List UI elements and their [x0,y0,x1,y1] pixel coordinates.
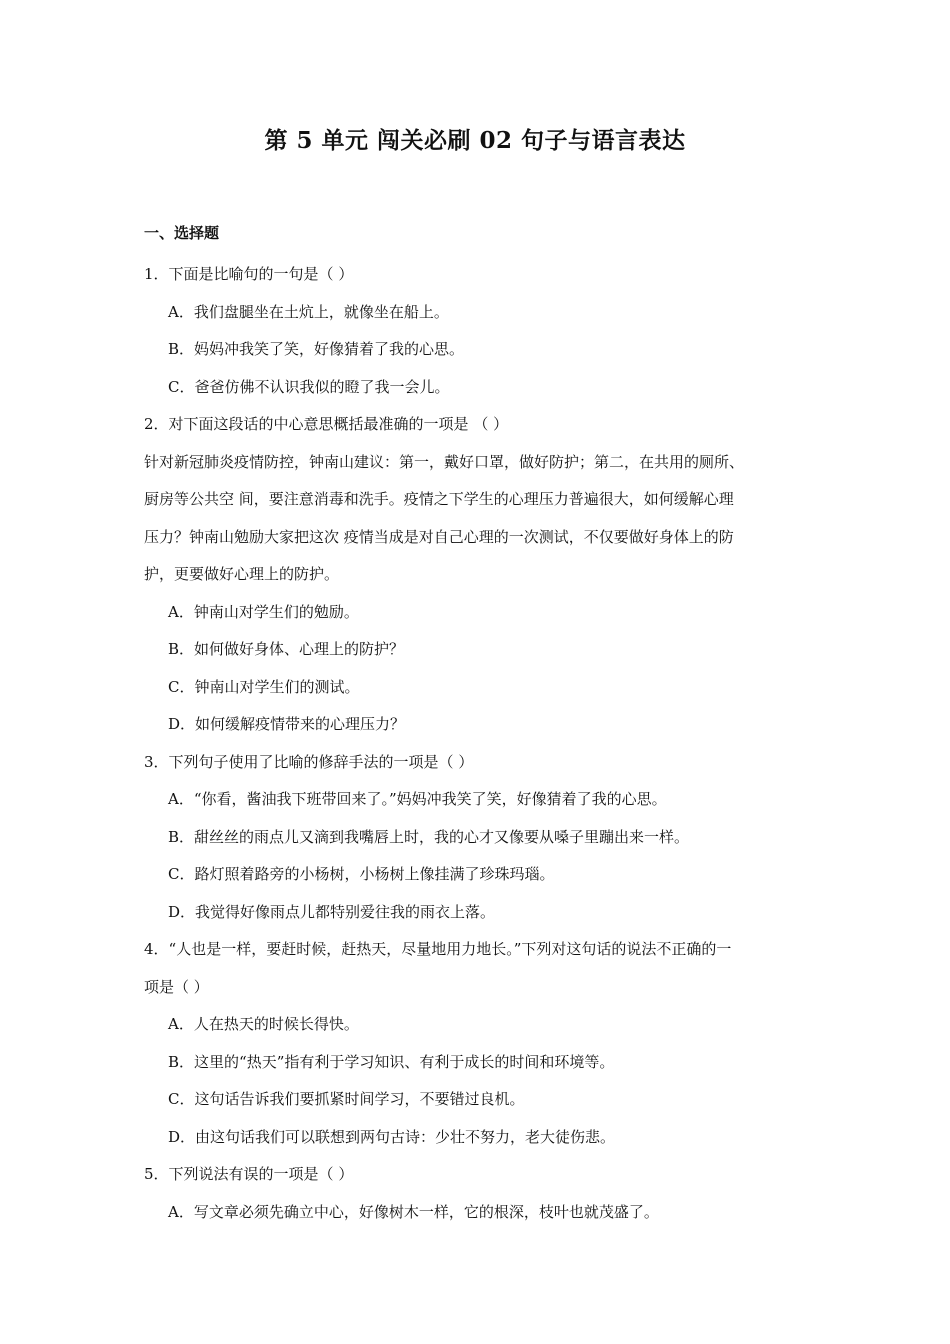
question-stem: 1．下面是比喻句的一句是（ ） [144,265,354,283]
option-a: A．我们盘腿坐在土炕上，就像坐在船上。 [168,302,449,321]
option-a: A．写文章必须先确立中心，好像树木一样，它的根深，枝叶也就茂盛了。 [168,1202,659,1221]
passage-line: 压力？钟南山勉励大家把这次 疫情当成是对自己心理的一次测试，不仅要做好身体上的防 [144,527,734,546]
question-stem-line: 4．“人也是一样，要赶时候，赶热天，尽量地用力地长。”下列对这句话的说法不正确的一 [144,940,732,958]
option-c: C．爸爸仿佛不认识我似的瞪了我一会儿。 [168,377,450,396]
option-d: D．由这句话我们可以联想到两句古诗：少壮不努力，老大徒伤悲。 [168,1127,616,1146]
question-4 [144,931,808,1156]
option-d: D．我觉得好像雨点儿都特别爱往我的雨衣上落。 [168,902,496,921]
passage-line: 厨房等公共空 间，要注意消毒和洗手。疫情之下学生的心理压力普遍很大，如何缓解心理 [144,490,734,508]
page-title: 第 5 单元 闯关必刷 02 句子与语言表达 [264,127,686,154]
question-stem: 3．下列句子使用了比喻的修辞手法的一项是（ ） [144,752,474,771]
option-d: D．如何缓解疫情带来的心理压力？ [168,715,406,733]
option-b: B．这里的“热天”指有利于学习知识、有利于成长的时间和环境等。 [168,1052,615,1071]
passage-line: 护，更要做好心理上的防护。 [144,565,340,583]
question-5 [144,1156,808,1231]
option-a: A．钟南山对学生们的勉励。 [168,602,359,621]
option-b: B．甜丝丝的雨点儿又滴到我嘴唇上时，我的心才又像要从嗓子里蹦出来一样。 [168,827,690,846]
question-stem: 5．下列说法有误的一项是（ ） [144,1165,354,1183]
option-c: C．路灯照着路旁的小杨树，小杨树上像挂满了珍珠玛瑙。 [168,865,555,883]
question-stem: 2．对下面这段话的中心意思概括最准确的一项是 （ ） [144,415,509,433]
question-passage [144,444,808,594]
option-a: A．人在热天的时候长得快。 [168,1015,359,1033]
option-b: B．妈妈冲我笑了笑，好像猜着了我的心思。 [168,340,465,358]
option-c: C．钟南山对学生们的测试。 [168,677,360,696]
question-1 [144,256,808,406]
option-a: A．“你看，酱油我下班带回来了。”妈妈冲我笑了笑，好像猜着了我的心思。 [168,790,667,808]
passage-line: 针对新冠肺炎疫情防控，钟南山建议：第一，戴好口罩，做好防护；第二，在共用的厕所、 [144,452,745,471]
option-c: C．这句话告诉我们要抓紧时间学习，不要错过良机。 [168,1090,525,1108]
document-body [144,219,808,1231]
option-b: B．如何做好身体、心理上的防护？ [168,640,405,658]
question-2 [144,406,808,744]
section-heading: 一、选择题 [144,224,220,242]
question-3 [144,744,808,932]
question-stem-line: 项是（ ） [144,977,209,996]
